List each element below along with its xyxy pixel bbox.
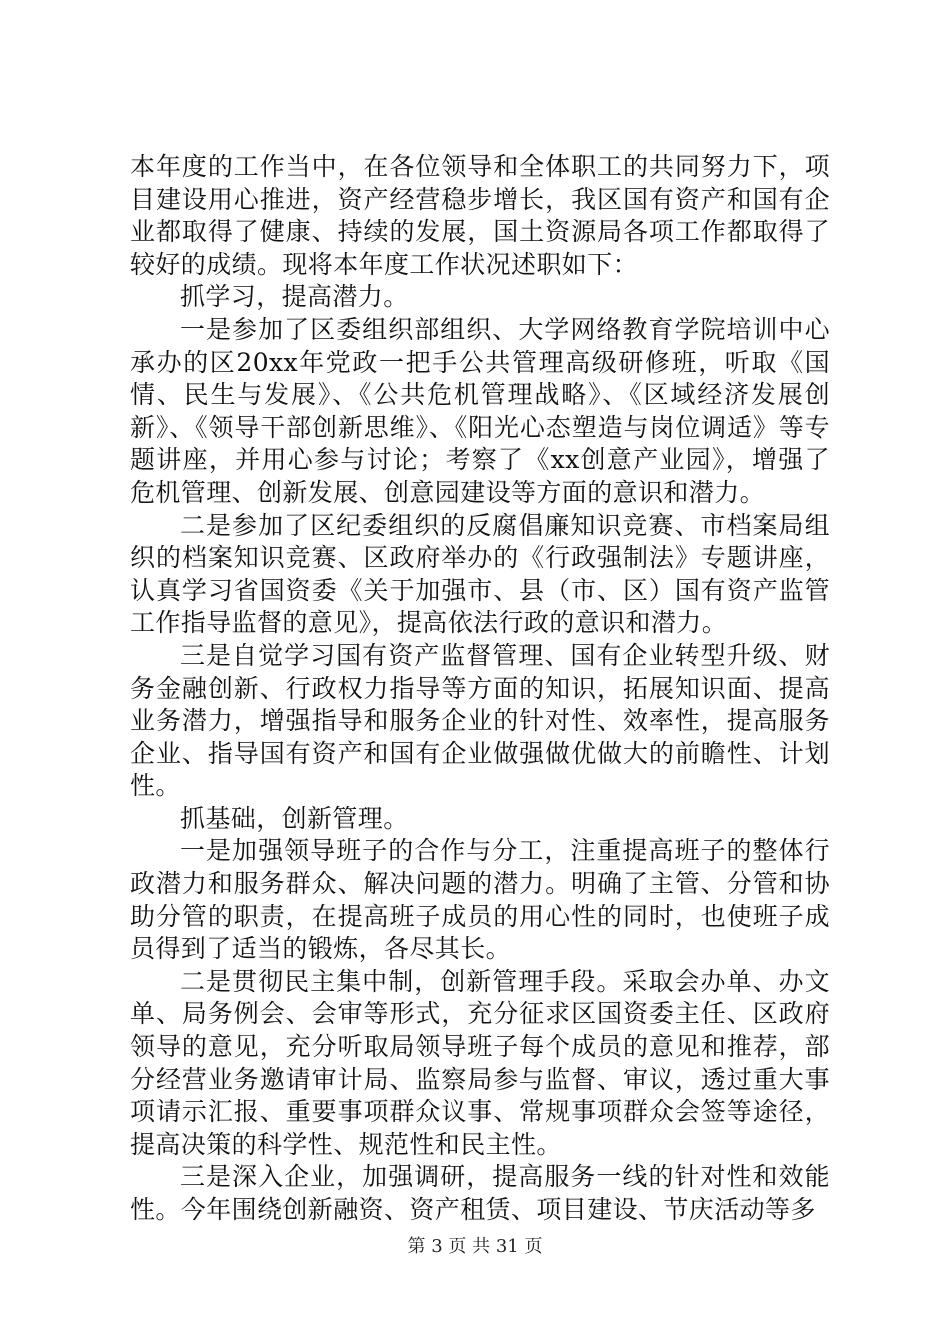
heading-foundation: 抓基础，创新管理。 xyxy=(180,803,409,833)
paragraph-foundation-2: 二是贯彻民主集中制，创新管理手段。采取会办单、办文单、局务例会、会审等形式，充分征求区国资委主任、区政府领导的意见，充分听取局领导班子每个成员的意见和推荐，部分经营业务邀请审计局、监察局参与监督、审议，透过重大事项请示汇报、重要事项群众议事、常规事项群众会签等途径，提高决策的科学性、规范性和民主性。 xyxy=(130,966,830,1159)
paragraph-study-3: 三是自觉学习国有资产监督管理、国有企业转型升级、财务金融创新、行政权力指导等方面的知识，拓展知识面、提高业务潜力，增强指导和服务企业的针对性、效率性，提高服务企业、指导国有资产和国有企业做强做优做大的前瞻性、计划性。 xyxy=(130,640,830,801)
paragraph-foundation-3: 三是深入企业，加强调研，提高服务一线的针对性和效能性。今年围绕创新融资、资产租赁、项目建设、节庆活动等多 xyxy=(130,1162,830,1224)
paragraph-study-2: 二是参加了区纪委组织的反腐倡廉知识竞赛、市档案局组织的档案知识竞赛、区政府举办的《行政强制法》专题讲座，认真学习省国资委《关于加强市、县（市、区）国有资产监管工作指导监督的意见》，提高依法行政的意识和潜力。 xyxy=(130,510,830,638)
paragraph-study-1: 一是参加了区委组织部组织、大学网络教育学院培训中心承办的区20xx年党政一把手公共管理高级研修班，听取《国情、民生与发展》、《公共危机管理战略》、《区域经济发展创新》、《领导干部创新思维》、《阳光心态塑造与岗位调适》等专题讲座，并用心参与讨论；考察了《xx创意产业园》，增强了危机管理、创新发展、创意园建设等方面的意识和潜力。 xyxy=(130,314,830,507)
paragraph-intro: 本年度的工作当中，在各位领导和全体职工的共同努力下，项目建设用心推进，资产经营稳步增长，我区国有资产和国有企业都取得了健康、持续的发展，国土资源局各项工作都取得了较好的成绩。现将本年度工作状况述职如下： xyxy=(130,152,830,279)
heading-study: 抓学习，提高潜力。 xyxy=(180,282,409,312)
page-footer: 第 3 页 共 31 页 xyxy=(407,1236,543,1257)
document-body xyxy=(130,151,830,1227)
paragraph-foundation-1: 一是加强领导班子的合作与分工，注重提高班子的整体行政潜力和服务群众、解决问题的潜力。明确了主管、分管和协助分管的职责，在提高班子成员的用心性的同时，也使班子成员得到了适当的锻炼，各尽其长。 xyxy=(130,836,830,964)
